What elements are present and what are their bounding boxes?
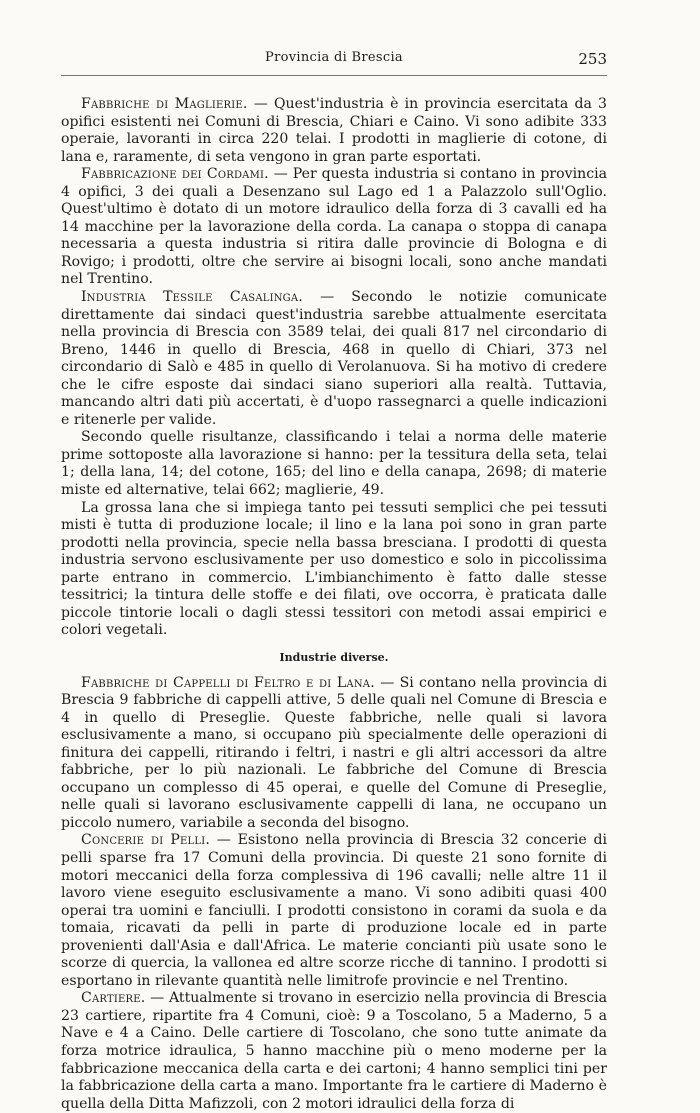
page-number: 253 — [578, 50, 607, 68]
running-title: Provincia di Brescia — [265, 50, 403, 65]
paragraph-text: — Quest'industria è in provincia esercitata da 3 opifici esistenti nei Comuni di Brescia, Chiari e Caino. Vi sono adibite 333 operaie, lavoranti in circa 220 telai. I prodotti in maglierie di cotone, di lana e, raramente, di seta vengono in gran parte esportati. — [61, 96, 608, 165]
paragraph-concerie — [61, 832, 607, 990]
paragraph-title: Fabbricazione dei Cordami. — [81, 166, 269, 183]
paragraph-grossa-lana: La grossa lana che si impiega tanto pei tessuti semplici che pei tessuti misti è tutta di produzione locale; il lino e la lana poi sono in gran parte prodotti nella provincia, specie nella bassa bresciana. I prodotti di questa industria servono esclusivamente per uso domestico e solo in piccolissima parte entrano in commercio. L'imbianchimento è fatto dalle stesse tessitrici; la tintura delle stoffe e dei filati, ove occorra, è praticata dalle piccole tintorie locali o dagli stessi tessitori con metodi assai empirici e colori vegetali. — [61, 499, 607, 639]
paragraph-title: Cartiere. — [81, 990, 146, 1007]
paragraph-cordami — [61, 166, 607, 289]
paragraph-text: — Attualmente si trovano in esercizio nella provincia di Brescia 23 cartiere, ripartite fra 4 Comuni, cioè: 9 a Toscolano, 5 a Maderno, 5 a Nave e 4 a Caino. Delle cartiere di Toscolano, che sono tutte animate da forza motrice idraulica, 5 hanno macchine più o meno moderne per la fabbricazione meccanica della carta e dei cartoni; 4 hanno semplici tini per la fabbricazione della carta a mano. Importante fra le cartiere di Maderno è quella della Ditta Mafizzoli, con 2 motori idraulici della forza di — [61, 990, 607, 1112]
paragraph-text: — Esistono nella provincia di Brescia 32 concerie di pelli sparse fra 17 Comuni della provincia. Di queste 21 sono fornite di motori meccanici della forza complessiva di 196 cavalli; nelle altre 11 il lavoro viene eseguito esclusivamente a mano. Vi sono adibiti quasi 400 operai tra uomini e fanciulli. I prodotti consistono in corami da suola e da tomaia, ricavati da pelli in parte di produzione locale ed in parte provenienti dall'Asia e dall'Africa. Le materie concianti più usate sono le scorze di quercia, la vallonea ed altre scorze ricche di tannino. I prodotti si esportano in rilevante quantità nelle limitrofe provincie e nel Trentino. — [61, 832, 608, 989]
section-heading: Industrie diverse. — [279, 650, 389, 664]
paragraph-title: Concerie di Pelli. — [81, 832, 211, 849]
header-rule — [61, 75, 607, 76]
paragraph-title: Fabbriche di Maglierie. — [81, 96, 248, 112]
paragraph-text: — Per questa industria si contano in provincia 4 opifici, 3 dei quali a Desenzano sul Lago ed 1 a Palazzolo sull'Oglio. Quest'ultimo è dotato di un motore idraulico della forza di 3 cavalli ed ha 14 macchine per la lavorazione della corda. La canapa o stoppa di canapa necessaria a questa industria si ritira dalle provincie di Bologna e di Rovigo; i prodotti, oltre che servire ai bisogni locali, sono anche mandati nel Trentino. — [61, 166, 607, 288]
paragraph-title: Fabbriche di Cappelli di Feltro e di Lana. — [81, 674, 375, 691]
paragraph-cartiere — [61, 990, 607, 1113]
paragraph-tessile-casalinga — [61, 289, 607, 429]
paragraph-text: — Si contano nella provincia di Brescia 9 fabbriche di cappelli attive, 5 delle quali nel Comune di Brescia e 4 in quello di Preseglie. Queste fabbriche, nelle quali si lavora esclusivamente a mano, si occupano più specialmente delle operazioni di finitura dei cappelli, ritirando i feltri, i nastri e gli altri accessori da altre fabbriche, per lo più nazionali. Le fabbriche del Comune di Brescia occupano un complesso di 45 operai, e quelle del Comune di Preseglie, nelle quali si lavorano esclusivamente cappelli di lana, ne occupano un piccolo numero, variabile a seconda del bisogno. — [61, 674, 607, 831]
paragraph-telai-classificazione: Secondo quelle risultanze, classificando i telai a norma delle materie prime sottoposte alla lavorazione si hanno: per la tessitura della seta, telai 1; della lana, 14; del cotone, 165; del lino e della canapa, 2698; di materie miste ed alternative, telai 662; maglierie, 49. — [61, 429, 607, 499]
paragraph-title: Industria Tessile Casalinga. — [81, 289, 303, 306]
page-body — [61, 96, 607, 1113]
paragraph-maglierie — [61, 96, 607, 166]
paragraph-text: — Secondo le notizie comunicate direttamente dai sindaci quest'industria sarebbe attualmente esercitata nella provincia di Brescia con 3589 telai, dei quali 817 nel circondario di Breno, 1446 in quello di Brescia, 468 in quello di Chiari, 373 nel circondario di Salò e 485 in quello di Verolanuova. Si ha motivo di credere che le cifre esposte dai sindaci siano superiori alla realtà. Tuttavia, mancando altri dati più accertati, è d'uopo rassegnarci a quelle indicazioni e ritenerle per valide. — [61, 289, 607, 428]
page-header — [61, 50, 607, 70]
paragraph-cappelli — [61, 675, 607, 833]
